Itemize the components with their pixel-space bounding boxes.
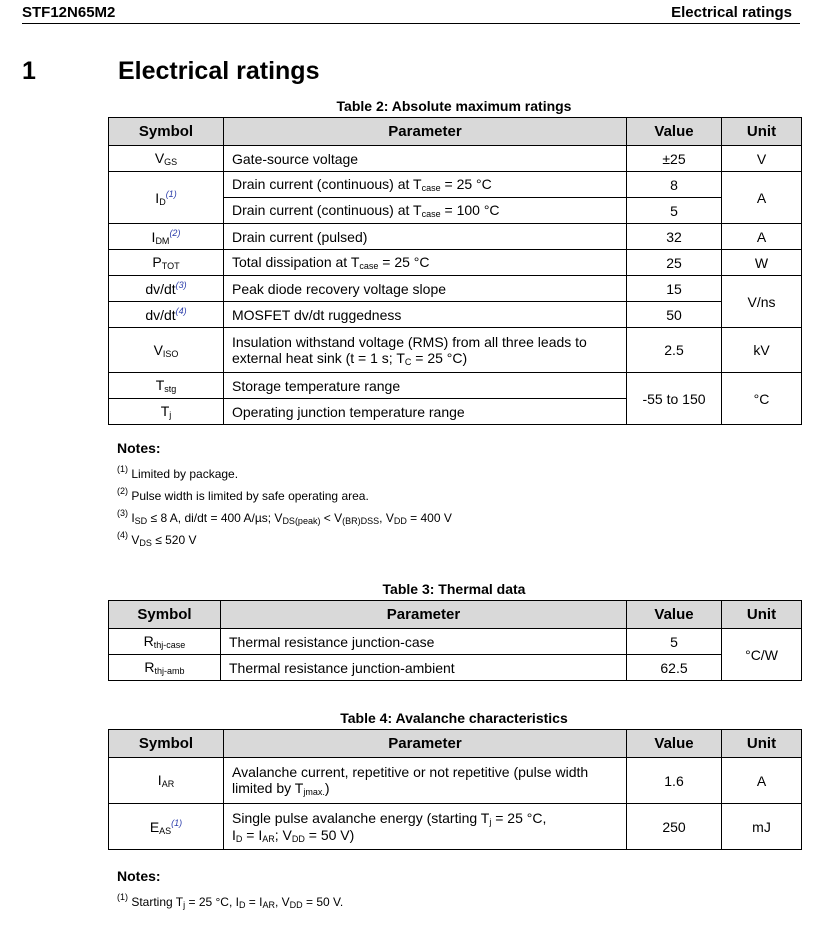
col-header-symbol: Symbol [109,118,224,146]
section-number: 1 [22,57,36,85]
thermal-data-table [108,600,802,681]
header-section: Electrical ratings [671,4,792,21]
table-header-row [109,601,802,629]
footnote: $^{(3)}$ $I_{SD} \le 8$ A, di/dt = 400 A/µs; $V_{DS(peak)} < V_{(BR)DSS}$, $V_{DD} = 400$ V [117,508,452,526]
parameter-cell: Total dissipation at $T_{case} = 25$ °C [224,250,627,276]
table-row [109,328,802,373]
value-cell: 15 [627,276,722,302]
col-header-parameter: Parameter [224,118,627,146]
unit-cell: V/ns [722,276,802,328]
symbol-cell: dv/dt$^{(3)}$ [109,276,224,302]
table-row [109,655,802,681]
footnote-ref: (1) [165,188,177,199]
unit-cell: V [722,146,802,172]
unit-cell: °C [722,373,802,425]
parameter-cell: Thermal resistance junction-ambient [221,655,627,681]
value-cell: 2.5 [627,328,722,373]
page-header [22,4,800,24]
footnote: $^{(1)}$ Limited by package. [117,464,239,481]
symbol-cell: $E_{AS}^{(1)}$ [109,804,224,850]
symbol-cell: $R_{thj-case}$ [109,629,221,655]
unit-cell: A [722,172,802,224]
value-cell: 25 [627,250,722,276]
col-header-symbol: Symbol [109,730,224,758]
table-row [109,276,802,302]
table-row [109,373,802,399]
parameter-cell: Storage temperature range [224,373,627,399]
value-cell: 5 [627,629,722,655]
col-header-value: Value [627,601,722,629]
table-row [109,172,802,198]
value-cell: 5 [627,198,722,224]
value-cell: 8 [627,172,722,198]
unit-cell: mJ [722,804,802,850]
symbol-cell: $T_j$ [109,399,224,425]
table-row [109,146,802,172]
footnote-ref: (1) [171,817,183,828]
parameter-cell: Single pulse avalanche energy (starting $T_j = 25$ °C, $I_D = I_{AR}$; $V_{DD} = 50$ V) [224,804,627,850]
table-header-row [109,118,802,146]
col-header-unit: Unit [722,730,802,758]
parameter-cell: Operating junction temperature range [224,399,627,425]
unit-cell: A [722,224,802,250]
parameter-cell: Insulation withstand voltage (RMS) from all three leads to external heat sink (t = 1 s; $T_C = 25$ °C) [224,328,627,373]
parameter-cell: Drain current (pulsed) [224,224,627,250]
unit-cell: °C/W [722,629,802,681]
parameter-cell: Gate-source voltage [224,146,627,172]
symbol-cell: $I_{AR}$ [109,758,224,804]
table-row [109,302,802,328]
symbol-cell: $T_{stg}$ [109,373,224,399]
value-cell: 32 [627,224,722,250]
table-header-row [109,730,802,758]
value-cell: ±25 [627,146,722,172]
parameter-cell: Drain current (continuous) at $T_{case} = 100$ °C [224,198,627,224]
symbol-cell: $V_{ISO}$ [109,328,224,373]
footnote-ref: (2) [169,227,181,238]
table-row [109,224,802,250]
value-cell: 1.6 [627,758,722,804]
value-cell: 50 [627,302,722,328]
col-header-parameter: Parameter [224,730,627,758]
col-header-symbol: Symbol [109,601,221,629]
value-cell: -55 to 150 [627,373,722,425]
parameter-cell: Peak diode recovery voltage slope [224,276,627,302]
unit-cell: W [722,250,802,276]
footnote: $^{(4)}$ $V_{DS} \le 520$ V [117,530,197,548]
footnote-ref: (3) [175,280,187,290]
table4-caption: Table 4: Avalanche characteristics [340,710,568,726]
footnote: $^{(1)}$ Starting $T_j = 25$ °C, $I_D = I_{AR}$, $V_{DD} = 50$ V. [117,892,344,910]
col-header-unit: Unit [722,601,802,629]
table-row [109,758,802,804]
table-row [109,250,802,276]
value-cell: 250 [627,804,722,850]
absolute-max-ratings-table [108,117,802,425]
parameter-cell: Drain current (continuous) at $T_{case} = 25$ °C [224,172,627,198]
footnote: $^{(2)}$ Pulse width is limited by safe operating area. [117,486,369,503]
symbol-cell: $R_{thj-amb}$ [109,655,221,681]
col-header-unit: Unit [722,118,802,146]
section-title: Electrical ratings [118,57,320,85]
col-header-value: Value [627,118,722,146]
symbol-cell: dv/dt$^{(4)}$ [109,302,224,328]
symbol-cell: $I_D^{(1)}$ [109,172,224,224]
parameter-cell: MOSFET dv/dt ruggedness [224,302,627,328]
col-header-parameter: Parameter [221,601,627,629]
table3-caption: Table 3: Thermal data [382,581,526,597]
notes-heading: Notes: [117,440,161,456]
parameter-cell: Avalanche current, repetitive or not repetitive (pulse width limited by $T_{jmax.}$) [224,758,627,804]
notes-heading: Notes: [117,868,161,884]
header-doc-id: STF12N65M2 [22,4,116,21]
avalanche-characteristics-table [108,729,802,850]
value-cell: 62.5 [627,655,722,681]
table-row [109,804,802,850]
symbol-cell: $V_{GS}$ [109,146,224,172]
table2-caption: Table 2: Absolute maximum ratings [336,98,572,114]
footnote-ref: (4) [175,306,187,316]
symbol-cell: $P_{TOT}$ [109,250,224,276]
unit-cell: kV [722,328,802,373]
parameter-cell: Thermal resistance junction-case [221,629,627,655]
symbol-cell: $I_{DM}^{(2)}$ [109,224,224,250]
unit-cell: A [722,758,802,804]
table-row [109,629,802,655]
col-header-value: Value [627,730,722,758]
